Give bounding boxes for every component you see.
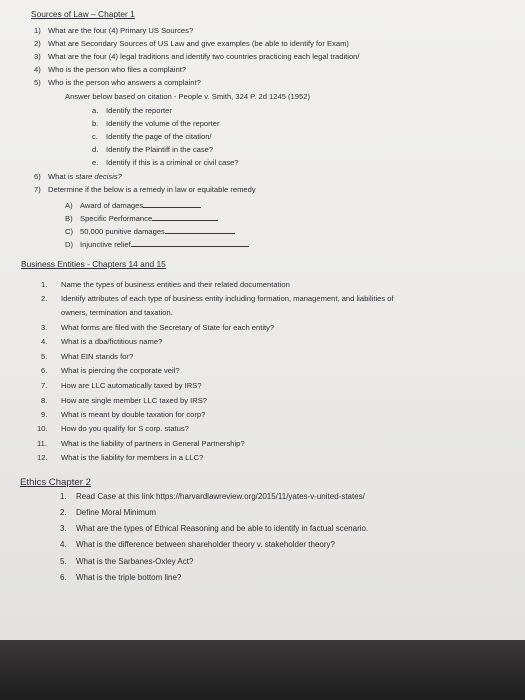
- list-item: 6. What is piercing the corporate veil?: [41, 366, 180, 375]
- desk-surface: [0, 640, 525, 700]
- sub-item: e. Identify if this is a criminal or civil case?: [92, 158, 239, 167]
- section-title-ethics: Ethics Chapter 2: [20, 477, 91, 488]
- list-item: 8. How are single member LLC taxed by IRS?: [41, 396, 208, 405]
- list-item: 2. Define Moral Minimum: [60, 508, 157, 517]
- list-item: 11. What is the liability of partners in General Partnership?: [37, 439, 245, 448]
- list-item: 3. What are the types of Ethical Reasoning and be able to identify in factual scenario.: [60, 524, 369, 533]
- list-item: 4. What is the difference between shareholder theory v. stakeholder theory?: [60, 540, 335, 549]
- answer-blank[interactable]: [143, 200, 201, 208]
- section-title-business-entities: Business Entities - Chapters 14 and 15: [21, 259, 166, 269]
- remedy-item: A) Award of damages: [65, 200, 201, 210]
- list-item: 5. What is the Sarbanes-Oxley Act?: [60, 557, 194, 566]
- sub-item: a. Identify the reporter: [92, 106, 172, 115]
- list-item: 9. What is meant by double taxation for corp?: [41, 410, 206, 419]
- list-item: 1. Name the types of business entities and their related documentation: [41, 280, 290, 289]
- remedy-item: C) 50,000 punitive damages: [65, 226, 235, 236]
- list-item: 10. How do you qualify for S corp. status?: [37, 424, 189, 433]
- sub-item: c. Identify the page of the citation/: [92, 132, 212, 141]
- citation-prompt: Answer below based on citation - People v. Smith, 324 P. 2d 1245 (1952): [65, 92, 310, 101]
- answer-blank[interactable]: [165, 226, 235, 234]
- list-item: 1) What are the four (4) Primary US Sources?: [34, 26, 194, 35]
- list-item: 4) Who is the person who files a complaint?: [34, 65, 187, 74]
- list-item: 1. Read Case at this link https://harvardlawreview.org/2015/11/yates-v-united-states/: [60, 492, 365, 501]
- list-item: 2) What are Secondary Sources of US Law and give examples (be able to identify for Exam): [34, 39, 349, 48]
- list-item: 5. What EIN stands for?: [41, 352, 134, 361]
- answer-blank[interactable]: [152, 213, 218, 221]
- list-item: 5) Who is the person who answers a complaint?: [34, 78, 201, 87]
- remedy-item: B) Specific Performance: [65, 213, 218, 223]
- answer-blank[interactable]: [131, 239, 249, 247]
- list-item-continuation: owners, termination and taxation.: [61, 308, 173, 317]
- sub-item: b. Identify the volume of the reporter: [92, 119, 220, 128]
- list-item: 3) What are the four (4) legal traditions and identify two countries practicing each legal tradition/: [34, 52, 360, 61]
- remedy-item: D) Injunctive relief: [65, 239, 249, 249]
- list-item: 2. Identify attributes of each type of business entity including formation, management, and liabilities of: [41, 294, 394, 303]
- list-item: 3. What forms are filed with the Secretary of State for each entity?: [41, 323, 275, 332]
- sub-item: d. Identify the Plaintiff in the case?: [92, 145, 214, 154]
- list-item: 6) What is stare decisis?: [34, 172, 122, 181]
- section-title-sources-of-law: Sources of Law – Chapter 1: [31, 9, 135, 19]
- list-item: 4. What is a dba/fictitious name?: [41, 337, 163, 346]
- list-item: 6. What is the triple bottom line?: [60, 573, 182, 582]
- list-item: 7. How are LLC automatically taxed by IRS?: [41, 381, 202, 390]
- list-item: 7) Determine if the below is a remedy in law or equitable remedy: [34, 185, 256, 194]
- list-item: 12. What is the liability for members in a LLC?: [37, 453, 204, 462]
